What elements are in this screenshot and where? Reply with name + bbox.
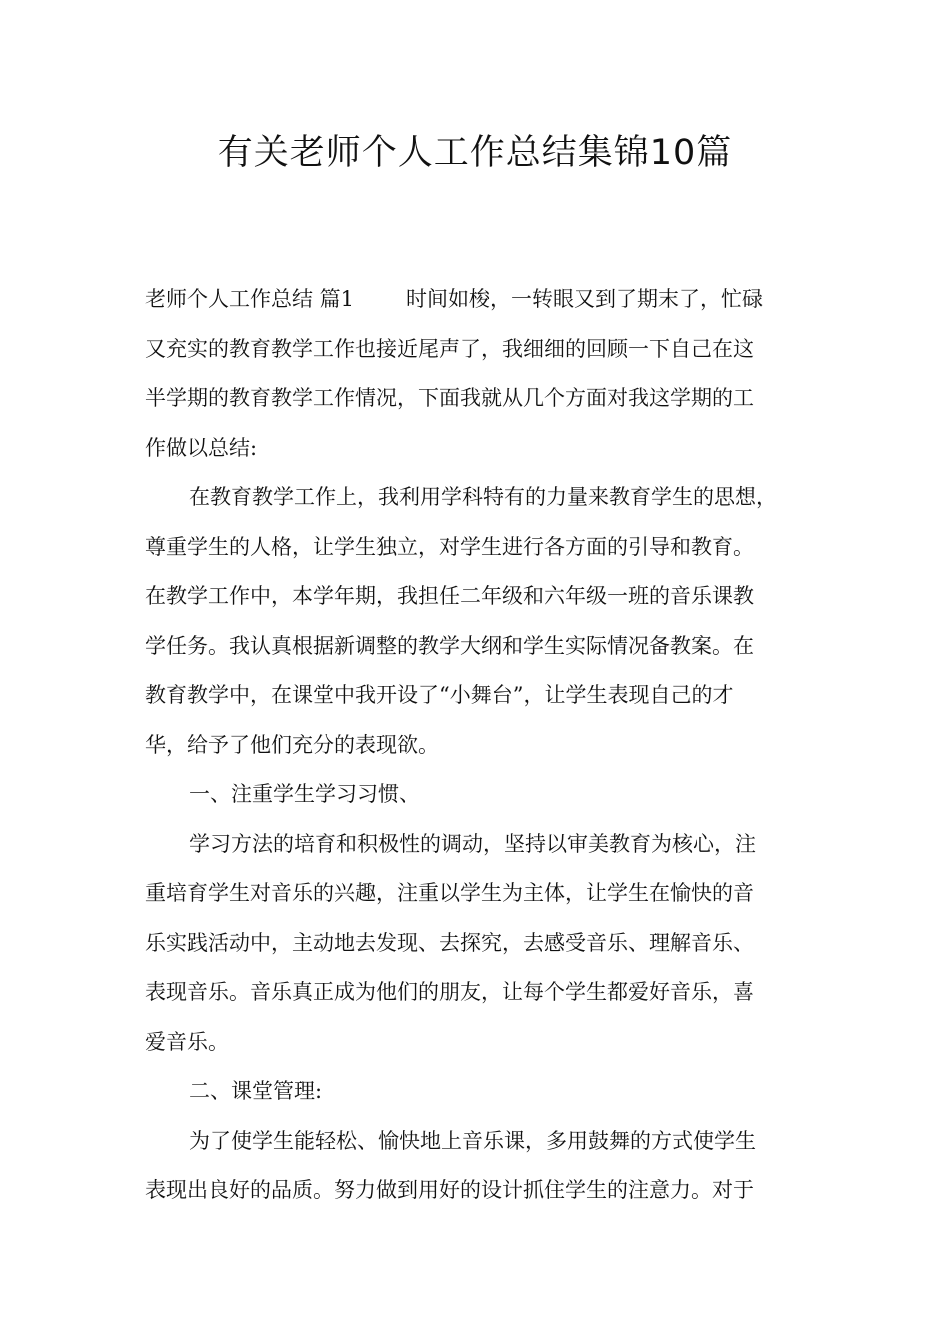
- paragraph-line: 学习方法的培育和积极性的调动，坚持以审美教育为核心，注: [189, 831, 756, 856]
- section-heading: 一、注重学生学习习惯、: [189, 782, 420, 806]
- section-heading-label: 老师个人工作总结 篇1: [145, 287, 355, 311]
- document-body: [145, 275, 825, 1216]
- paragraph-text: 时间如梭，一转眼又到了期末了，忙碌: [406, 287, 764, 311]
- paragraph-line: 表现出良好的品质。努力做到用好的设计抓住学生的注意力。对于: [145, 1178, 754, 1202]
- paragraph-line: 在教育教学工作上，我利用学科特有的力量来教育学生的思想，: [189, 485, 777, 509]
- paragraph-line: 乐实践活动中，主动地去发现、去探究，去感受音乐、理解音乐、: [145, 930, 754, 955]
- document-title: 有关老师个人工作总结集锦10篇: [217, 133, 733, 173]
- paragraph-line: 爱音乐。: [145, 1029, 229, 1054]
- paragraph-line: 为了使学生能轻松、愉快地上音乐课，多用鼓舞的方式使学生: [189, 1128, 756, 1153]
- paragraph-line: 半学期的教育教学工作情况，下面我就从几个方面对我这学期的工: [145, 386, 754, 410]
- paragraph-line: 学任务。我认真根据新调整的教学大纲和学生实际情况备教案。在: [145, 633, 754, 658]
- paragraph-line: 作做以总结:: [145, 435, 258, 460]
- paragraph-line: 华，给予了他们充分的表现欲。: [145, 732, 439, 757]
- paragraph-line: 重培育学生对音乐的兴趣，注重以学生为主体，让学生在愉快的音: [145, 881, 754, 905]
- paragraph-line: [145, 275, 825, 325]
- paragraph-line: 在教学工作中，本学年期，我担任二年级和六年级一班的音乐课教: [145, 584, 754, 608]
- paragraph-line: 教育教学中，在课堂中我开设了“小舞台”，让学生表现自己的才: [145, 683, 734, 707]
- paragraph-line: 表现音乐。音乐真正成为他们的朋友，让每个学生都爱好音乐，喜: [145, 980, 754, 1004]
- paragraph-line: 尊重学生的人格，让学生独立，对学生进行各方面的引导和教育。: [145, 534, 754, 559]
- paragraph-line: 又充实的教育教学工作也接近尾声了，我细细的回顾一下自己在这: [145, 336, 754, 361]
- section-heading: 二、课堂管理:: [189, 1079, 323, 1103]
